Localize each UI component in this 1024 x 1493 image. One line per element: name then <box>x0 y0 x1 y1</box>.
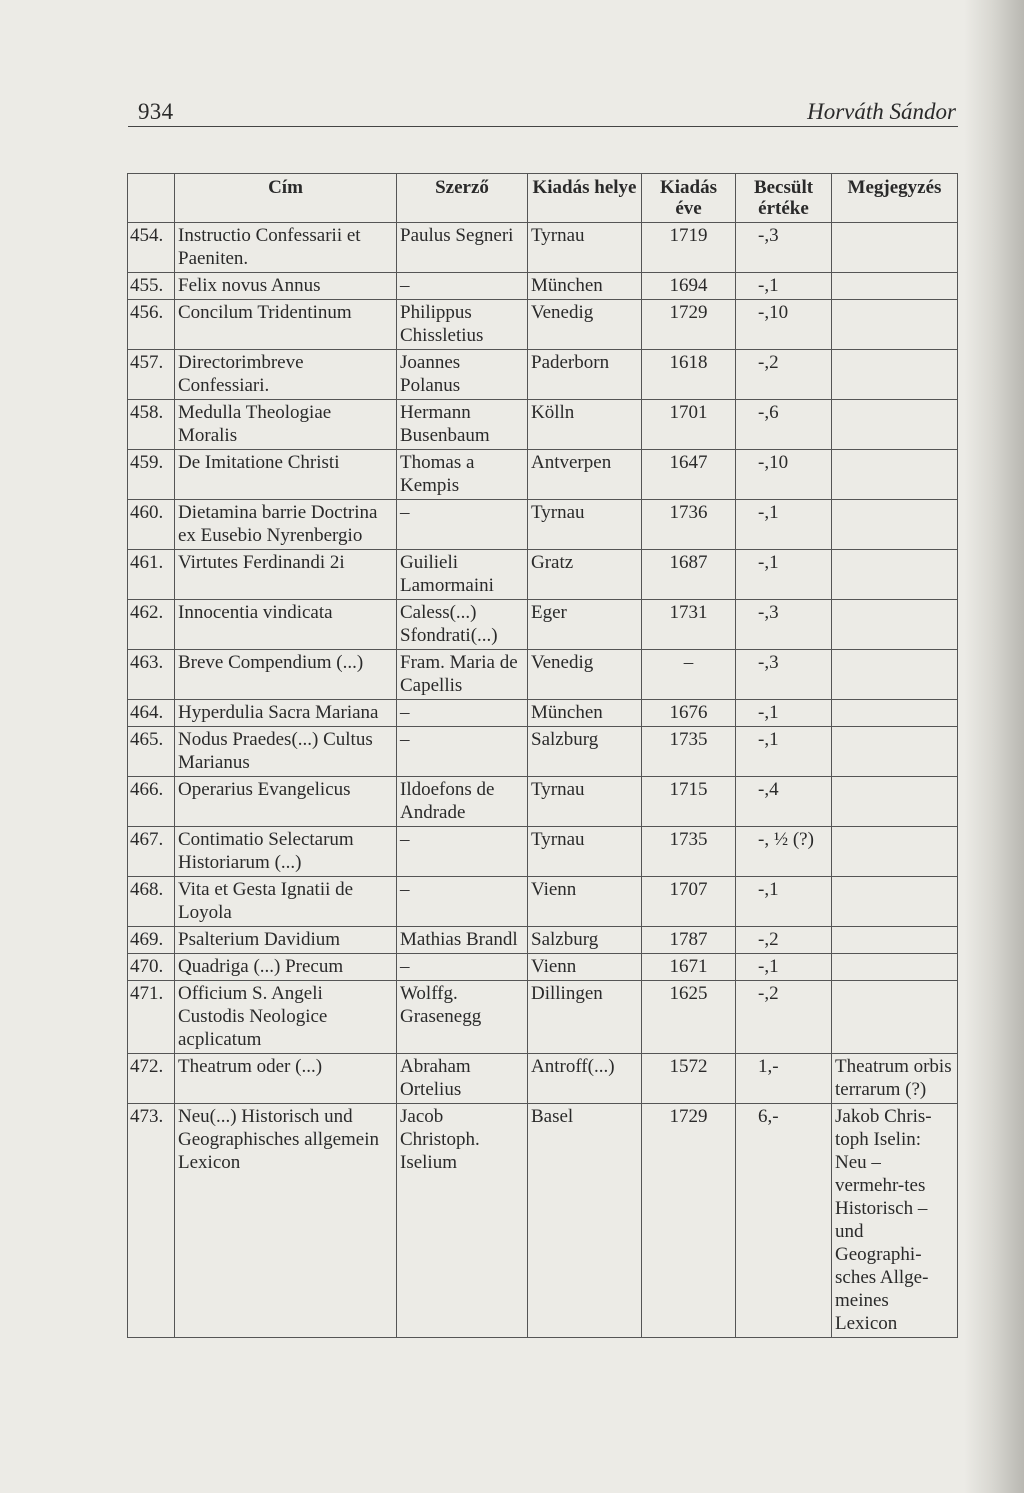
entry-note <box>832 500 958 550</box>
entry-year: 1719 <box>642 223 736 273</box>
entry-place: München <box>528 273 642 300</box>
table-row <box>128 450 958 500</box>
entry-place: Salzburg <box>528 727 642 777</box>
entry-year: 1694 <box>642 273 736 300</box>
table-row <box>128 400 958 450</box>
entry-place: Eger <box>528 600 642 650</box>
entry-value: -,3 <box>736 600 832 650</box>
entry-author: Mathias Brandl <box>397 927 528 954</box>
table-row <box>128 700 958 727</box>
entry-author: Wolffg. Grasenegg <box>397 981 528 1054</box>
header-value: Becsült értéke <box>736 174 832 223</box>
entry-number: 471. <box>128 981 175 1054</box>
entry-author: Jacob Christoph. Iselium <box>397 1104 528 1338</box>
entry-number: 472. <box>128 1054 175 1104</box>
entry-year: 1787 <box>642 927 736 954</box>
entry-note <box>832 727 958 777</box>
entry-number: 467. <box>128 827 175 877</box>
entry-number: 454. <box>128 223 175 273</box>
entry-number: 456. <box>128 300 175 350</box>
entry-value: -,10 <box>736 300 832 350</box>
entry-value: -,2 <box>736 350 832 400</box>
table-row <box>128 777 958 827</box>
entry-value: -,1 <box>736 877 832 927</box>
entry-note: Jakob Chris-toph Iselin: Neu – vermehr-tes Historisch – und Geographi-sches Allge-meines Lexicon <box>832 1104 958 1338</box>
header-year: Kiadás éve <box>642 174 736 223</box>
entry-note <box>832 450 958 500</box>
entry-note <box>832 954 958 981</box>
entry-note <box>832 827 958 877</box>
entry-title: Theatrum oder (...) <box>175 1054 397 1104</box>
entry-number: 462. <box>128 600 175 650</box>
entry-value: -,1 <box>736 727 832 777</box>
entry-author: Philippus Chissletius <box>397 300 528 350</box>
entry-number: 473. <box>128 1104 175 1338</box>
entry-number: 460. <box>128 500 175 550</box>
table-row <box>128 727 958 777</box>
entry-place: Paderborn <box>528 350 642 400</box>
entry-place: Vienn <box>528 954 642 981</box>
entry-year: 1731 <box>642 600 736 650</box>
entry-author: Ildoefons de Andrade <box>397 777 528 827</box>
entry-title: Instructio Confessarii et Paeniten. <box>175 223 397 273</box>
entry-note <box>832 927 958 954</box>
header-author: Szerző <box>397 174 528 223</box>
entry-value: -,1 <box>736 273 832 300</box>
table-row <box>128 1104 958 1338</box>
entry-number: 463. <box>128 650 175 700</box>
table-row <box>128 827 958 877</box>
entry-author: Hermann Busenbaum <box>397 400 528 450</box>
entry-author: – <box>397 727 528 777</box>
entry-author: Guilieli Lamormaini <box>397 550 528 600</box>
entry-title: Innocentia vindicata <box>175 600 397 650</box>
entry-number: 459. <box>128 450 175 500</box>
table-row <box>128 273 958 300</box>
entry-author: Paulus Segneri <box>397 223 528 273</box>
entry-place: Gratz <box>528 550 642 600</box>
entry-place: Tyrnau <box>528 500 642 550</box>
entry-number: 455. <box>128 273 175 300</box>
entry-value: -,4 <box>736 777 832 827</box>
entry-author: Thomas a Kempis <box>397 450 528 500</box>
header-rule <box>128 126 958 127</box>
entry-value: 1,- <box>736 1054 832 1104</box>
entry-place: Salzburg <box>528 927 642 954</box>
entry-author: – <box>397 700 528 727</box>
entry-year: 1715 <box>642 777 736 827</box>
entry-number: 464. <box>128 700 175 727</box>
table-row <box>128 350 958 400</box>
entry-place: Basel <box>528 1104 642 1338</box>
entry-title: Hyperdulia Sacra Mariana <box>175 700 397 727</box>
page-edge-shadow <box>964 0 1024 1493</box>
entry-value: -,10 <box>736 450 832 500</box>
entry-place: Dillingen <box>528 981 642 1054</box>
entry-note <box>832 981 958 1054</box>
entry-note <box>832 877 958 927</box>
entry-year: 1707 <box>642 877 736 927</box>
table-body <box>128 223 958 1338</box>
entry-title: Operarius Evangelicus <box>175 777 397 827</box>
entry-year: 1687 <box>642 550 736 600</box>
entry-title: Concilum Tridentinum <box>175 300 397 350</box>
entry-author: Joannes Polanus <box>397 350 528 400</box>
entry-note <box>832 777 958 827</box>
entry-value: -,3 <box>736 650 832 700</box>
entry-title: De Imitatione Christi <box>175 450 397 500</box>
entry-title: Psalterium Davidium <box>175 927 397 954</box>
entry-note <box>832 273 958 300</box>
entry-place: Antverpen <box>528 450 642 500</box>
entry-value: -, ½ (?) <box>736 827 832 877</box>
entry-place: Venedig <box>528 650 642 700</box>
entry-value: -,1 <box>736 700 832 727</box>
entry-year: 1671 <box>642 954 736 981</box>
table-row <box>128 600 958 650</box>
table-row <box>128 550 958 600</box>
table-header-row <box>128 174 958 223</box>
entry-number: 465. <box>128 727 175 777</box>
table-row <box>128 650 958 700</box>
entry-note <box>832 300 958 350</box>
entry-place: München <box>528 700 642 727</box>
table-row <box>128 223 958 273</box>
entry-number: 461. <box>128 550 175 600</box>
entry-number: 458. <box>128 400 175 450</box>
header-place: Kiadás helye <box>528 174 642 223</box>
book-catalog-table <box>127 173 958 1338</box>
entry-value: -,1 <box>736 500 832 550</box>
page-number: 934 <box>138 99 174 124</box>
entry-note <box>832 700 958 727</box>
header-number <box>128 174 175 223</box>
table-row <box>128 300 958 350</box>
entry-value: -,2 <box>736 927 832 954</box>
header-note: Megjegyzés <box>832 174 958 223</box>
entry-place: Vienn <box>528 877 642 927</box>
table-row <box>128 927 958 954</box>
entry-number: 457. <box>128 350 175 400</box>
entry-value: 6,- <box>736 1104 832 1338</box>
entry-number: 470. <box>128 954 175 981</box>
entry-place: Venedig <box>528 300 642 350</box>
entry-title: Felix novus Annus <box>175 273 397 300</box>
table-row <box>128 981 958 1054</box>
entry-year: 1625 <box>642 981 736 1054</box>
entry-note <box>832 223 958 273</box>
entry-title: Directorimbreve Confessiari. <box>175 350 397 400</box>
entry-note: Theatrum orbis terrarum (?) <box>832 1054 958 1104</box>
entry-place: Tyrnau <box>528 777 642 827</box>
entry-title: Neu(...) Historisch und Geographisches allgemein Lexicon <box>175 1104 397 1338</box>
entry-title: Officium S. Angeli Custodis Neologice acplicatum <box>175 981 397 1054</box>
entry-title: Nodus Praedes(...) Cultus Marianus <box>175 727 397 777</box>
entry-place: Kölln <box>528 400 642 450</box>
entry-value: -,2 <box>736 981 832 1054</box>
table-row <box>128 500 958 550</box>
entry-number: 469. <box>128 927 175 954</box>
entry-author: Fram. Maria de Capellis <box>397 650 528 700</box>
entry-author: – <box>397 827 528 877</box>
entry-year: – <box>642 650 736 700</box>
entry-author: – <box>397 500 528 550</box>
running-head: Horváth Sándor <box>807 99 956 124</box>
entry-year: 1736 <box>642 500 736 550</box>
entry-author: Abraham Ortelius <box>397 1054 528 1104</box>
entry-note <box>832 400 958 450</box>
entry-title: Contimatio Selectarum Historiarum (...) <box>175 827 397 877</box>
header-title: Cím <box>175 174 397 223</box>
entry-author: – <box>397 273 528 300</box>
entry-year: 1729 <box>642 300 736 350</box>
entry-year: 1735 <box>642 827 736 877</box>
entry-title: Virtutes Ferdinandi 2i <box>175 550 397 600</box>
entry-note <box>832 600 958 650</box>
entry-number: 466. <box>128 777 175 827</box>
entry-title: Dietamina barrie Doctrina ex Eusebio Nyrenbergio <box>175 500 397 550</box>
entry-author: – <box>397 954 528 981</box>
entry-title: Quadriga (...) Precum <box>175 954 397 981</box>
entry-value: -,1 <box>736 550 832 600</box>
table-row <box>128 1054 958 1104</box>
entry-year: 1729 <box>642 1104 736 1338</box>
entry-year: 1618 <box>642 350 736 400</box>
entry-value: -,1 <box>736 954 832 981</box>
entry-author: – <box>397 877 528 927</box>
entry-title: Breve Compendium (...) <box>175 650 397 700</box>
table-row <box>128 954 958 981</box>
entry-note <box>832 350 958 400</box>
entry-year: 1676 <box>642 700 736 727</box>
entry-note <box>832 650 958 700</box>
entry-place: Antroff(...) <box>528 1054 642 1104</box>
entry-title: Medulla Theologiae Moralis <box>175 400 397 450</box>
entry-title: Vita et Gesta Ignatii de Loyola <box>175 877 397 927</box>
entry-place: Tyrnau <box>528 827 642 877</box>
entry-author: Caless(...) Sfondrati(...) <box>397 600 528 650</box>
entry-place: Tyrnau <box>528 223 642 273</box>
entry-number: 468. <box>128 877 175 927</box>
entry-value: -,3 <box>736 223 832 273</box>
entry-value: -,6 <box>736 400 832 450</box>
entry-year: 1735 <box>642 727 736 777</box>
entry-note <box>832 550 958 600</box>
entry-year: 1647 <box>642 450 736 500</box>
table-row <box>128 877 958 927</box>
entry-year: 1572 <box>642 1054 736 1104</box>
entry-year: 1701 <box>642 400 736 450</box>
